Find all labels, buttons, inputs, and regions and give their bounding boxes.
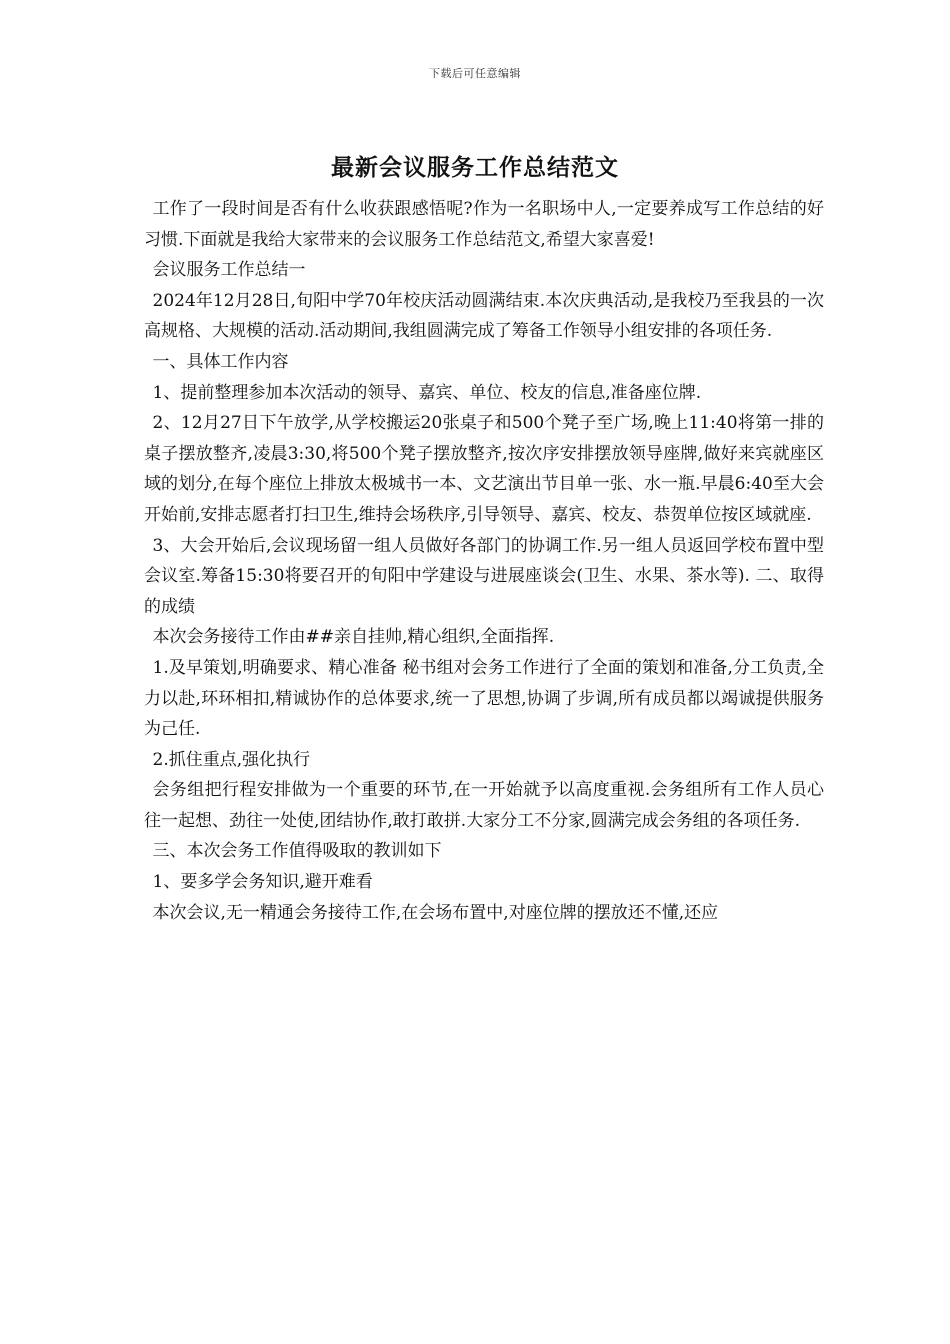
body-paragraph: 2024年12月28日,旬阳中学70年校庆活动圆满结束.本次庆典活动,是我校乃至我县的一次高规格、大规模的活动.活动期间,我组圆满完成了筹备工作领导小组安排的各项任务. bbox=[144, 290, 824, 342]
body-paragraph: 3、大会开始后,会议现场留一组人员做好各部门的协调工作.另一组人员返回学校布置中型会议室.筹备15:30将要召开的旬阳中学建设与进展座谈会(卫生、水果、茶水等). 二、取得的成绩 bbox=[144, 535, 824, 617]
section-heading-summary-one: 会议服务工作总结一 bbox=[152, 260, 306, 281]
section-heading-lessons: 三、本次会务工作值得吸取的教训如下 bbox=[152, 841, 442, 862]
body-paragraph: 本次会务接待工作由##亲自挂帅,精心组织,全面指挥. bbox=[152, 627, 555, 648]
body-paragraph: 2、12月27日下午放学,从学校搬运20张桌子和500个凳子至广场,晚上11:40将第一排的桌子摆放整齐,凌晨3:30,将500个凳子摆放整齐,按次序安排摆放领导座牌,做好来宾就座区域的划分,在每个座位上排放太极城书一本、文艺演出节目单一张、水一瓶.早晨6:40至大会开始前,安排志愿者打扫卫生,维持会场秩序,引导领导、嘉宾、校友、恭贺单位按区域就座. bbox=[144, 413, 824, 525]
intro-paragraph: 工作了一段时间是否有什么收获跟感悟呢?作为一名职场中人,一定要养成写工作总结的好习惯.下面就是我给大家带来的会议服务工作总结范文,希望大家喜爱! bbox=[144, 199, 824, 250]
body-paragraph: 1、提前整理参加本次活动的领导、嘉宾、单位、校友的信息,准备座位牌. bbox=[152, 382, 702, 403]
section-heading-work-content: 一、具体工作内容 bbox=[152, 351, 289, 372]
body-paragraph: 本次会议,无一精通会务接待工作,在会场布置中,对座位牌的摆放还不懂,还应 bbox=[152, 902, 719, 923]
subheading-focus: 2.抓住重点,强化执行 bbox=[152, 749, 311, 770]
subheading-learn: 1、要多学会务知识,避开难看 bbox=[152, 872, 373, 893]
document-body bbox=[144, 194, 824, 928]
page-header-note: 下载后可任意编辑 bbox=[429, 67, 521, 80]
document-title: 最新会议服务工作总结范文 bbox=[331, 154, 619, 181]
body-paragraph: 会务组把行程安排做为一个重要的环节,在一开始就予以高度重视.会务组所有工作人员心往一起想、劲往一处使,团结协作,敢打敢拼.大家分工不分家,圆满完成会务组的各项任务. bbox=[144, 780, 824, 831]
body-paragraph: 1.及早策划,明确要求、精心准备 秘书组对会务工作进行了全面的策划和准备,分工负责,全力以赴,环环相扣,精诚协作的总体要求,统一了思想,协调了步调,所有成员都以竭诚提供服务为己任. bbox=[144, 657, 824, 740]
